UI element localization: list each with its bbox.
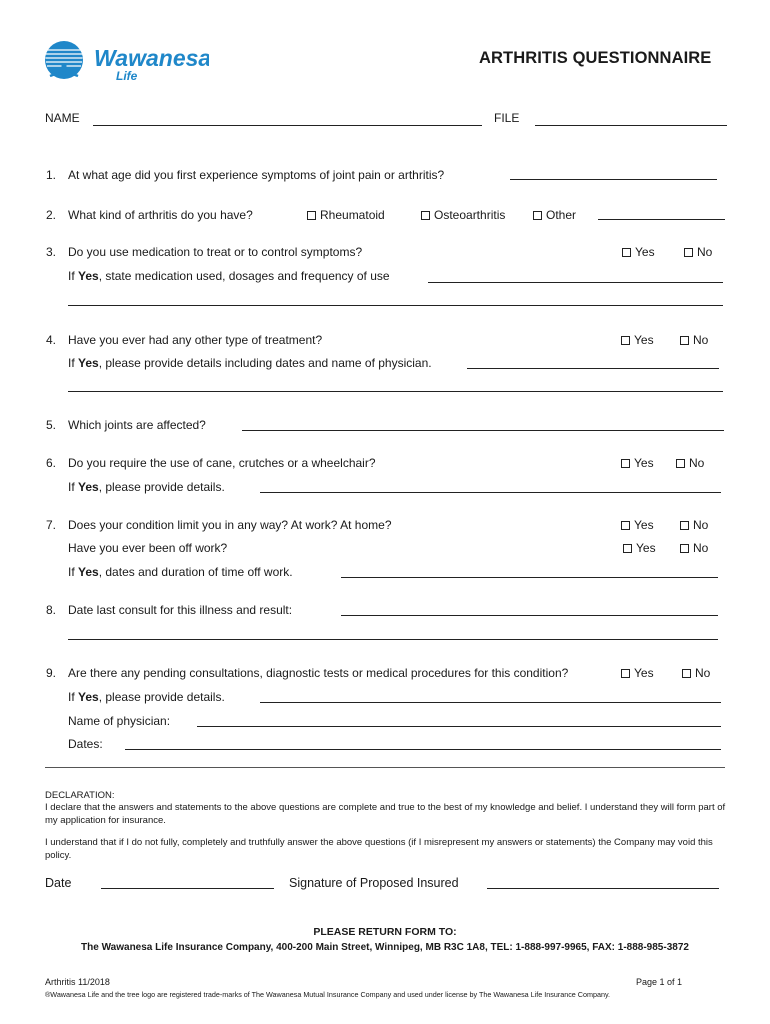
file-label: FILE [494, 111, 520, 125]
q3-text: Do you use medication to treat or to control symptoms? [68, 245, 363, 259]
q1-answer-field[interactable] [510, 179, 717, 180]
page-number: Page 1 of 1 [636, 977, 683, 987]
q9-text: Are there any pending consultations, diagnostic tests or medical procedures for this condition? [68, 666, 569, 680]
checkbox-icon [621, 669, 630, 678]
q1-text: At what age did you first experience symptoms of joint pain or arthritis? [68, 168, 445, 182]
q4-no-checkbox[interactable]: No [680, 333, 708, 347]
file-field[interactable] [535, 125, 727, 126]
q4-number: 4. [46, 333, 57, 347]
q9-physician-field[interactable] [197, 726, 721, 727]
signature-label: Signature of Proposed Insured [289, 876, 459, 890]
q4-details-field-2[interactable] [68, 391, 723, 392]
q3-followup: If Yes, state medication used, dosages and frequency of use [68, 269, 390, 283]
q4-yes-checkbox[interactable]: Yes [621, 333, 654, 347]
checkbox-icon [680, 336, 689, 345]
section-divider [45, 767, 725, 768]
checkbox-icon [621, 521, 630, 530]
q7-details-field[interactable] [341, 577, 718, 578]
q9-dates-label: Dates: [68, 737, 103, 751]
tree-logo-icon [44, 40, 209, 84]
q7-sub-text: Have you ever been off work? [68, 541, 228, 555]
q2-other-checkbox[interactable]: Other [533, 208, 576, 222]
checkbox-icon [623, 544, 632, 553]
q4-text: Have you ever had any other type of treatment? [68, 333, 323, 347]
date-field[interactable] [101, 888, 274, 889]
checkbox-icon [680, 521, 689, 530]
q9-yes-checkbox[interactable]: Yes [621, 666, 654, 680]
q2-text: What kind of arthritis do you have? [68, 208, 253, 222]
q9-details-field[interactable] [260, 702, 721, 703]
checkbox-icon [684, 248, 693, 257]
q6-number: 6. [46, 456, 57, 470]
q6-details-field[interactable] [260, 492, 721, 493]
q9-physician-label: Name of physician: [68, 714, 171, 728]
trademark-notice: ®Wawanesa Life and the tree logo are registered trade-marks of The Wawanesa Mutual Insurance Company and used under license by The Wawanesa Life Insurance Company. [45, 990, 611, 999]
q7-followup: If Yes, dates and duration of time off work. [68, 565, 293, 579]
q6-followup: If Yes, please provide details. [68, 480, 225, 494]
declaration-paragraph-1: I declare that the answers and statements to the above questions are complete and true to the best of my knowledge and belief. I understand they will form part of my application for insurance. [45, 802, 726, 826]
q8-text: Date last consult for this illness and result: [68, 603, 293, 617]
checkbox-icon [307, 211, 316, 220]
svg-text:Wawanesa: Wawanesa [94, 45, 209, 71]
q4-details-field[interactable] [467, 368, 719, 369]
q6-text: Do you require the use of cane, crutches or a wheelchair? [68, 456, 376, 470]
q9-followup: If Yes, please provide details. [68, 690, 225, 704]
name-label: NAME [45, 111, 80, 125]
q1-number: 1. [46, 168, 57, 182]
q5-answer-field[interactable] [242, 430, 724, 431]
q2-other-field[interactable] [598, 219, 725, 220]
q6-yes-checkbox[interactable]: Yes [621, 456, 654, 470]
checkbox-icon [676, 459, 685, 468]
q7-number: 7. [46, 518, 57, 532]
q7-off-work-no-checkbox[interactable]: No [680, 541, 708, 555]
checkbox-icon [622, 248, 631, 257]
q3-number: 3. [46, 245, 57, 259]
q9-dates-field[interactable] [125, 749, 721, 750]
q5-text: Which joints are affected? [68, 418, 206, 432]
q3-no-checkbox[interactable]: No [684, 245, 712, 259]
checkbox-icon [621, 459, 630, 468]
date-label: Date [45, 876, 72, 890]
q5-number: 5. [46, 418, 57, 432]
return-heading: PLEASE RETURN FORM TO: [313, 926, 457, 938]
declaration-heading: DECLARATION: [45, 790, 115, 801]
checkbox-icon [533, 211, 542, 220]
signature-field[interactable] [487, 888, 719, 889]
form-id: Arthritis 11/2018 [45, 977, 110, 987]
checkbox-icon [680, 544, 689, 553]
q2-osteoarthritis-checkbox[interactable]: Osteoarthritis [421, 208, 505, 222]
q7-yes-checkbox[interactable]: Yes [621, 518, 654, 532]
q3-details-field-2[interactable] [68, 305, 723, 306]
q6-no-checkbox[interactable]: No [676, 456, 704, 470]
wawanesa-logo [44, 40, 209, 84]
return-address: The Wawanesa Life Insurance Company, 400-200 Main Street, Winnipeg, MB R3C 1A8, TEL: 1-888-997-9965, FAX: 1-888-985-3872 [81, 942, 689, 953]
q3-yes-checkbox[interactable]: Yes [622, 245, 655, 259]
q4-followup: If Yes, please provide details including dates and name of physician. [68, 356, 432, 370]
q9-no-checkbox[interactable]: No [682, 666, 710, 680]
checkbox-icon [682, 669, 691, 678]
q3-details-field[interactable] [428, 282, 723, 283]
q2-rheumatoid-checkbox[interactable]: Rheumatoid [307, 208, 385, 222]
checkbox-icon [621, 336, 630, 345]
checkbox-icon [421, 211, 430, 220]
q9-number: 9. [46, 666, 57, 680]
q8-answer-field-2[interactable] [68, 639, 718, 640]
q8-number: 8. [46, 603, 57, 617]
svg-text:Life: Life [116, 69, 138, 83]
q2-number: 2. [46, 208, 57, 222]
q7-text: Does your condition limit you in any way? At work? At home? [68, 518, 392, 532]
q7-no-checkbox[interactable]: No [680, 518, 708, 532]
q8-answer-field[interactable] [341, 615, 718, 616]
q7-off-work-yes-checkbox[interactable]: Yes [623, 541, 656, 555]
name-field[interactable] [93, 125, 482, 126]
declaration-paragraph-2: I understand that if I do not fully, completely and truthfully answer the above questions (if I misrepresent my answers or statements) the Company may void this policy. [45, 837, 713, 861]
page-title: ARTHRITIS QUESTIONNAIRE [479, 49, 712, 67]
